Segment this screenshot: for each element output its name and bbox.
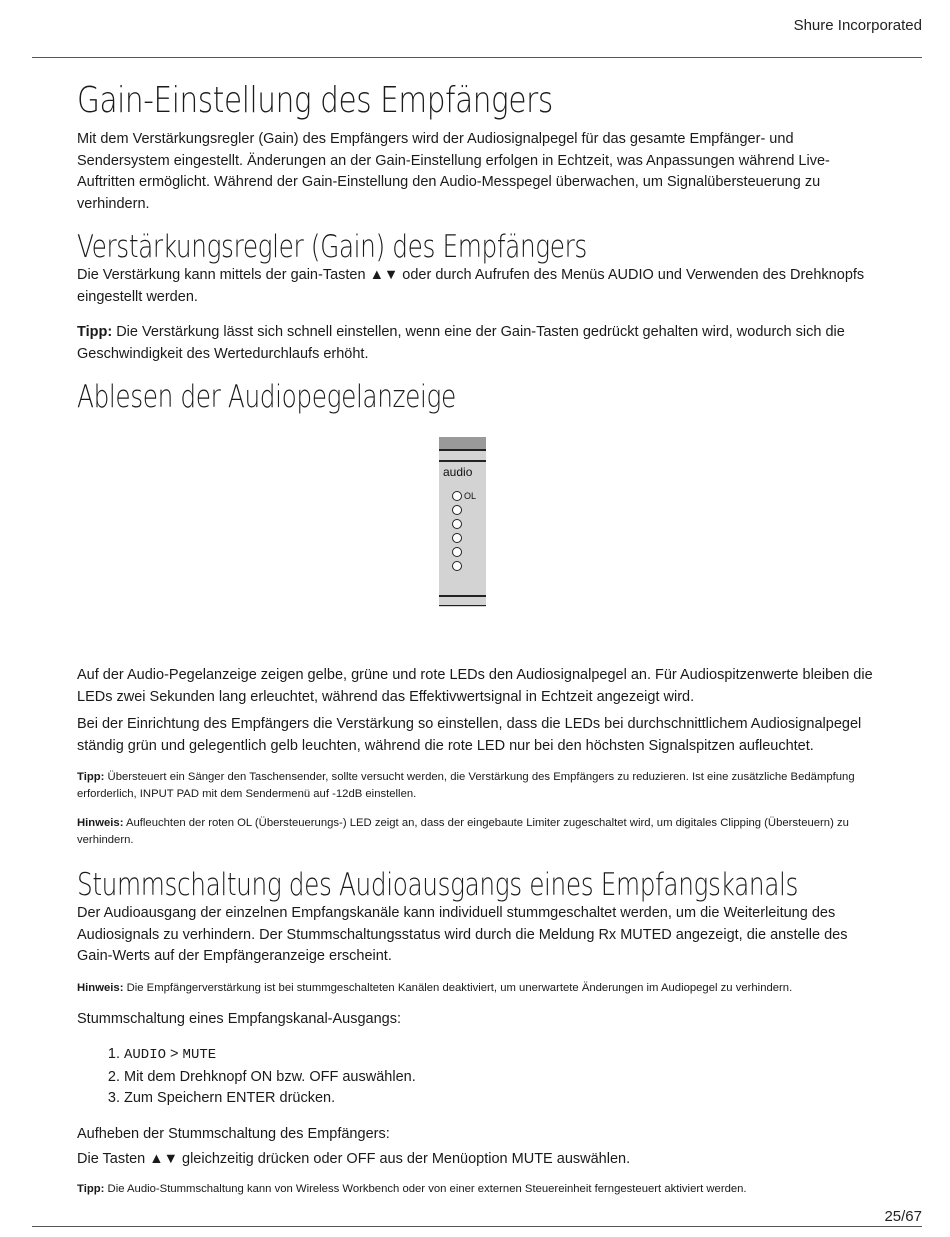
mute-tip-text: Die Audio-Stummschaltung kann von Wireless Workbench oder von einer externen Steuereinheit ferngesteuert aktiviert werden.	[104, 1182, 747, 1195]
control-body: Die Verstärkung kann mittels der gain-Tasten ▲▼ oder durch Aufrufen des Menüs AUDIO und Verwenden des Drehknopfs eingestellt werden.	[77, 267, 865, 305]
meter-label: audio	[443, 465, 473, 479]
unmute-text: Die Tasten ▲▼ gleichzeitig drücken oder OFF aus der Menüoption MUTE auswählen.	[77, 1151, 631, 1167]
meter-tip-label: Tipp:	[77, 771, 105, 783]
meter-line-bottom-2	[439, 605, 486, 606]
led-ol-label: OL	[464, 491, 477, 501]
header-rule	[32, 57, 922, 58]
led-3	[452, 519, 462, 529]
meter-tip	[77, 769, 882, 803]
mute-note	[77, 980, 882, 997]
page-number: 25/67	[884, 1208, 922, 1225]
mute-steps-list	[77, 1044, 882, 1110]
mute-note-text: Die Empfängerverstärkung ist bei stummgeschalteten Kanälen deaktiviert, um unerwartete Änderungen im Audiopegel zu verhindern.	[123, 981, 793, 994]
mute-note-label: Hinweis:	[77, 981, 124, 994]
step-1-sep: >	[166, 1046, 183, 1062]
meter-note-label: Hinweis:	[77, 817, 124, 829]
mute-body: Der Audioausgang der einzelnen Empfangskanäle kann individuell stummgeschaltet werden, um die Weiterleitung des Audiosignals zu verhindern. Der Stummschaltungsstatus wird durch die Meldung Rx MUTED angezeigt, die anstelle des Gain-Werts auf der Empfängeranzeige erscheint.	[77, 905, 848, 964]
mute-step-3: 3. Zum Speichern ENTER drücken.	[124, 1088, 882, 1110]
meter-body-1: Auf der Audio-Pegelanzeige zeigen gelbe, grüne und rote LEDs den Audiosignalpegel an. Für Audiospitzenwerte bleiben die LEDs zwei Sekunden lang erleuchtet, während das Effektivwertsignal in Echtzeit angezeigt wird.	[77, 667, 873, 705]
meter-title: Ablesen der Audiopegelanzeige	[77, 379, 456, 415]
meter-line-bottom-1	[439, 595, 486, 597]
meter-tip-text: Übersteuert ein Sänger den Taschensender, sollte versucht werden, die Verstärkung des Empfängers zu reduzieren. Ist eine zusätzliche Bedämpfung erforderlich, INPUT PAD mit dem Sendermenü auf -12dB einstellen.	[77, 771, 855, 800]
audio-meter-figure	[77, 415, 882, 635]
mute-tip	[77, 1181, 882, 1198]
control-tip-label: Tipp:	[77, 324, 113, 340]
led-6	[452, 561, 462, 571]
meter-note-text: Aufleuchten der roten OL (Übersteuerungs-) LED zeigt an, dass der eingebaute Limiter zugeschaltet wird, um digitales Clipping (Übersteuern) zu verhindern.	[77, 817, 849, 846]
unmute-intro: Aufheben der Stummschaltung des Empfängers:	[77, 1125, 390, 1142]
control-tip	[77, 322, 882, 365]
meter-body-2: Bei der Einrichtung des Empfängers die Verstärkung so einstellen, dass die LEDs bei durchschnittlichem Audiosignalpegel ständig grün und gelegentlich gelb leuchten, während die rote LED nur bei den höchsten Signalspitzen aufleuchtet.	[77, 716, 862, 754]
led-4	[452, 533, 462, 543]
header-company: Shure Incorporated	[793, 17, 922, 34]
mute-tip-label: Tipp:	[77, 1182, 105, 1195]
page-content	[77, 80, 882, 1198]
control-tip-text: Die Verstärkung lässt sich schnell einstellen, wenn eine der Gain-Tasten gedrückt gehalten wird, wodurch sich die Geschwindigkeit des Wertedurchlaufs erhöht.	[77, 324, 845, 362]
led-2	[452, 505, 462, 515]
meter-cap	[439, 437, 486, 449]
audio-meter	[439, 437, 486, 607]
step-1-menu: AUDIO	[124, 1047, 167, 1063]
mute-title: Stummschaltung des Audioausgangs eines Empfangskanals	[77, 867, 798, 903]
step-1-submenu: MUTE	[182, 1047, 217, 1063]
meter-note	[77, 815, 882, 849]
led-5	[452, 547, 462, 557]
mute-step-2: 2. Mit dem Drehknopf ON bzw. OFF auswählen.	[124, 1067, 882, 1089]
footer-rule	[32, 1226, 922, 1227]
meter-line-top-1	[439, 449, 486, 451]
gain-title: Gain-Einstellung des Empfängers	[77, 80, 553, 121]
control-title: Verstärkungsregler (Gain) des Empfängers	[77, 229, 587, 265]
gain-body: Mit dem Verstärkungsregler (Gain) des Empfängers wird der Audiosignalpegel für das gesamte Empfänger- und Sendersystem eingestellt. Änderungen an der Gain-Einstellung erfolgen in Echtzeit, was Anpassungen während Live-Auftritten ermöglicht. Während der Gain-Einstellung den Audio-Messpegel überwachen, um Signalübersteuerung zu verhindern.	[77, 131, 830, 212]
led-ol	[452, 491, 462, 501]
mute-steps-intro: Stummschaltung eines Empfangskanal-Ausgangs:	[77, 1010, 402, 1027]
meter-line-top-2	[439, 460, 486, 462]
mute-step-1	[124, 1044, 882, 1067]
